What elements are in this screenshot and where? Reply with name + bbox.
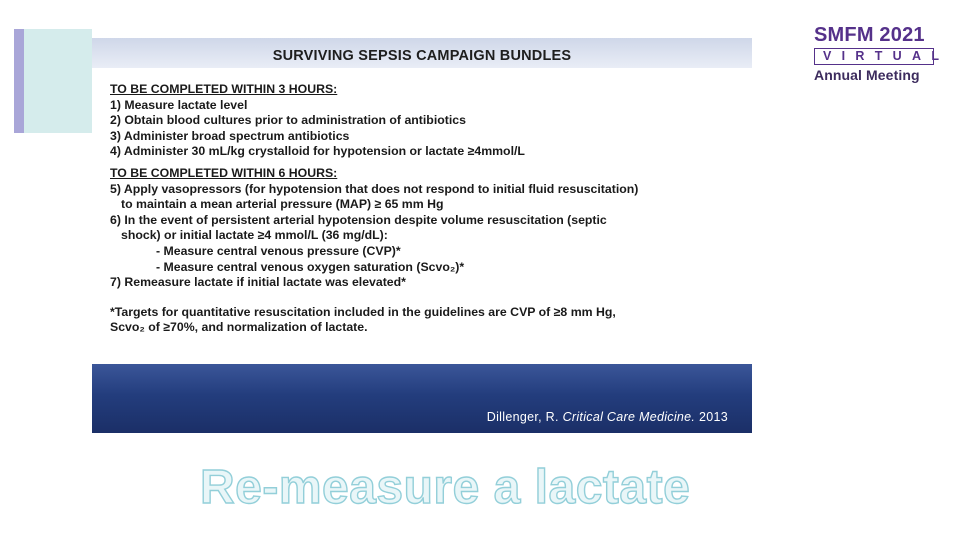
bundle-subitem: - Measure central venous oxygen saturation (Scvo₂)* xyxy=(156,259,465,274)
logo-org: SMFM 2021 xyxy=(814,24,925,46)
sepsis-bundle-image xyxy=(92,38,752,433)
accent-bar xyxy=(14,29,24,133)
bundle-item-continued: shock) or initial lactate ≥4 mmol/L (36 mg/dL): xyxy=(121,228,388,243)
accent-block xyxy=(24,29,92,133)
bundle-item: 2) Obtain blood cultures prior to administration of antibiotics xyxy=(110,113,466,128)
footnote: *Targets for quantitative resuscitation included in the guidelines are CVP of ≥8 mm Hg, xyxy=(110,304,616,319)
bundle-subitem: - Measure central venous pressure (CVP)* xyxy=(156,243,401,258)
citation-year: 2013 xyxy=(698,410,728,424)
citation xyxy=(487,410,728,424)
bundle-item: 7) Remeasure lactate if initial lactate was elevated* xyxy=(110,275,406,290)
bundle-title: SURVIVING SEPSIS CAMPAIGN BUNDLES xyxy=(272,48,572,64)
heading-3-hours: TO BE COMPLETED WITHIN 3 HOURS: xyxy=(110,82,338,96)
citation-author: Dillenger, R. xyxy=(486,410,559,424)
heading-6-hours: TO BE COMPLETED WITHIN 6 HOURS: xyxy=(110,165,338,180)
bundle-item: 3) Administer broad spectrum antibiotics xyxy=(110,128,350,143)
citation-source: Critical Care Medicine. xyxy=(562,410,696,424)
bundle-text xyxy=(110,82,750,336)
logo-virtual: VIRTUAL xyxy=(814,48,934,65)
bundle-item: 4) Administer 30 mL/kg crystalloid for hypotension or lactate ≥4mmol/L xyxy=(110,144,525,159)
slide-caption: Re-measure a lactate xyxy=(200,461,691,514)
bundle-item: 6) In the event of persistent arterial hypotension despite volume resuscitation (septic xyxy=(110,212,607,227)
bundle-item: 1) Measure lactate level xyxy=(110,97,248,112)
smfm-logo xyxy=(814,24,950,85)
footnote: Scvo₂ of ≥70%, and normalization of lactate. xyxy=(110,320,368,335)
logo-meeting: Annual Meeting xyxy=(814,67,920,83)
bundle-item-continued: to maintain a mean arterial pressure (MAP) ≥ 65 mm Hg xyxy=(121,197,444,212)
bundle-item: 5) Apply vasopressors (for hypotension that does not respond to initial fluid resuscitation) xyxy=(110,181,639,196)
